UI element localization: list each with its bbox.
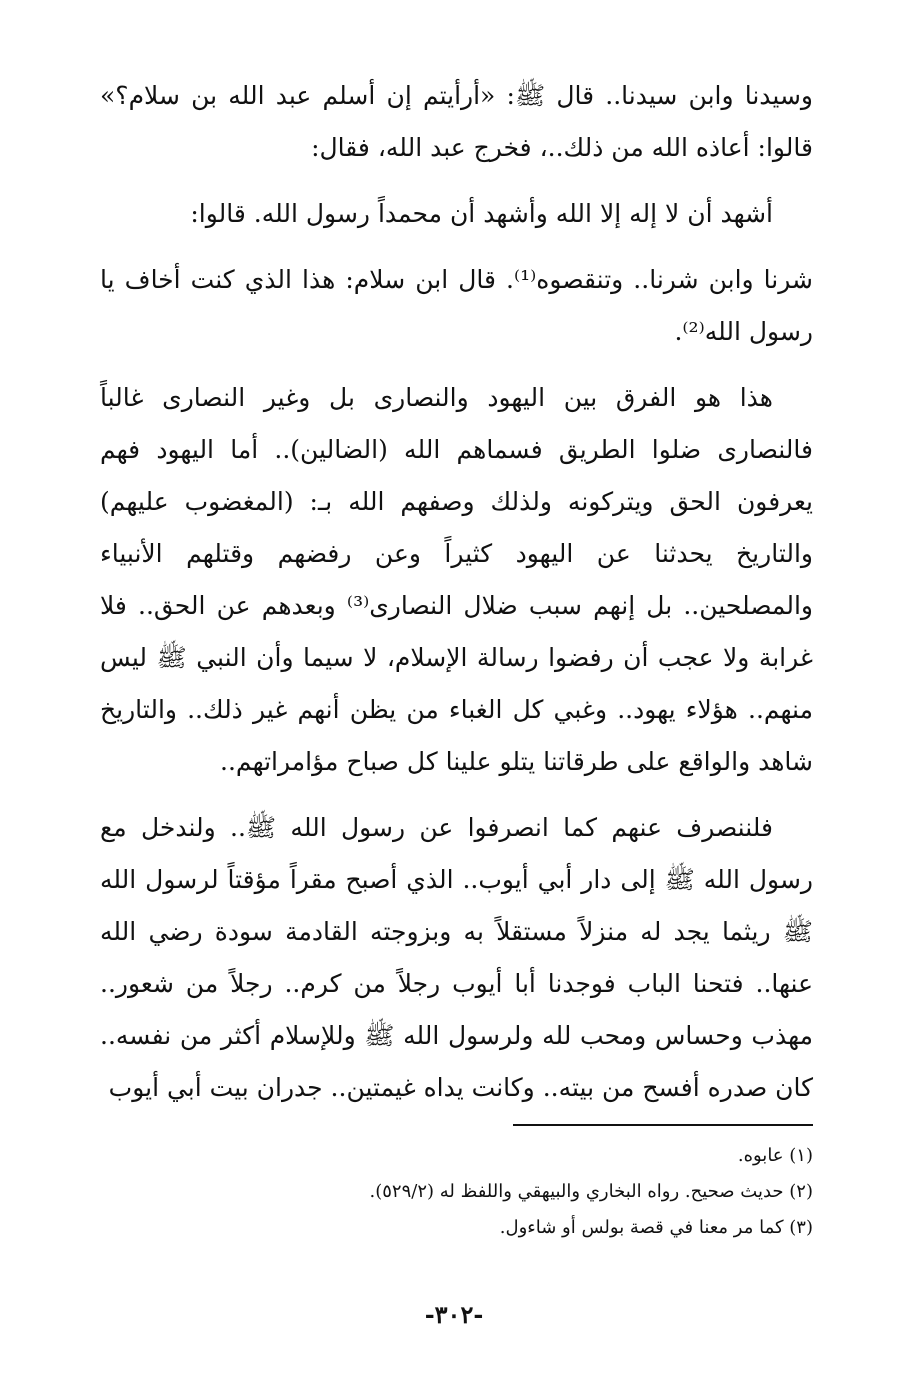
footnotes xyxy=(100,1138,813,1246)
paragraph-2: أشهد أن لا إله إلا الله وأشهد أن محمداً رسول الله. قالوا: xyxy=(190,199,773,228)
page-number: -٣٠٢- xyxy=(424,1300,484,1329)
footnote-divider xyxy=(513,1124,813,1126)
footnote-2: (٢) حديث صحيح. رواه البخاري والبيهقي واللفظ له (٥٢٩/٢). xyxy=(369,1181,813,1202)
footnote-3: (٣) كما مر معنا في قصة بولس أو شاءول. xyxy=(499,1217,813,1238)
paragraph-5: فلننصرف عنهم كما انصرفوا عن رسول الله ﷺ.. ولندخل مع رسول الله ﷺ إلى دار أبي أيوب.. الذي أصبح مقراً مؤقتاً لرسول الله ﷺ ريثما يجد له منزلاً مستقلاً به وبزوجته القادمة سودة رضي الله عنها.. فتحنا الباب فوجدنا أبا أيوب رجلاً من كرم.. رجلاً من شعور.. مهذب وحساس ومحب لله ولرسول الله ﷺ وللإسلام أكثر من نفسه.. كان صدره أفسح من بيته.. وكانت يداه غيمتين.. جدران بيت أبي أيوب xyxy=(100,813,813,1102)
footnote-1: (١) عابوه. xyxy=(737,1145,813,1166)
paragraph-4: هذا هو الفرق بين اليهود والنصارى بل وغير النصارى غالباً فالنصارى ضلوا الطريق فسماهم الله (الضالين).. أما اليهود فهم يعرفون الحق ويتركونه ولذلك وصفهم الله بـ: (المغضوب عليهم) والتاريخ يحدثنا عن اليهود كثيراً وعن رفضهم وقتلهم الأنبياء والمصلحين.. بل إنهم سبب ضلال النصارى⁽³⁾ وبعدهم عن الحق.. فلا غرابة ولا عجب أن رفضوا رسالة الإسلام، لا سيما وأن النبي ﷺ ليس منهم.. هؤلاء يهود.. وغبي كل الغباء من يظن أنهم غير ذلك.. والتاريخ شاهد والواقع على طرقاتنا يتلو علينا كل صباح مؤامراتهم.. xyxy=(100,383,814,776)
paragraph-3: شرنا وابن شرنا.. وتنقصوه⁽¹⁾. قال ابن سلام: هذا الذي كنت أخاف يا رسول الله⁽²⁾. xyxy=(100,265,813,346)
paragraph-1: وسيدنا وابن سيدنا.. قال ﷺ: «أرأيتم إن أسلم عبد الله بن سلام؟» قالوا: أعاذه الله من ذلك..، فخرج عبد الله، فقال: xyxy=(100,81,813,162)
body-text xyxy=(100,70,813,1114)
